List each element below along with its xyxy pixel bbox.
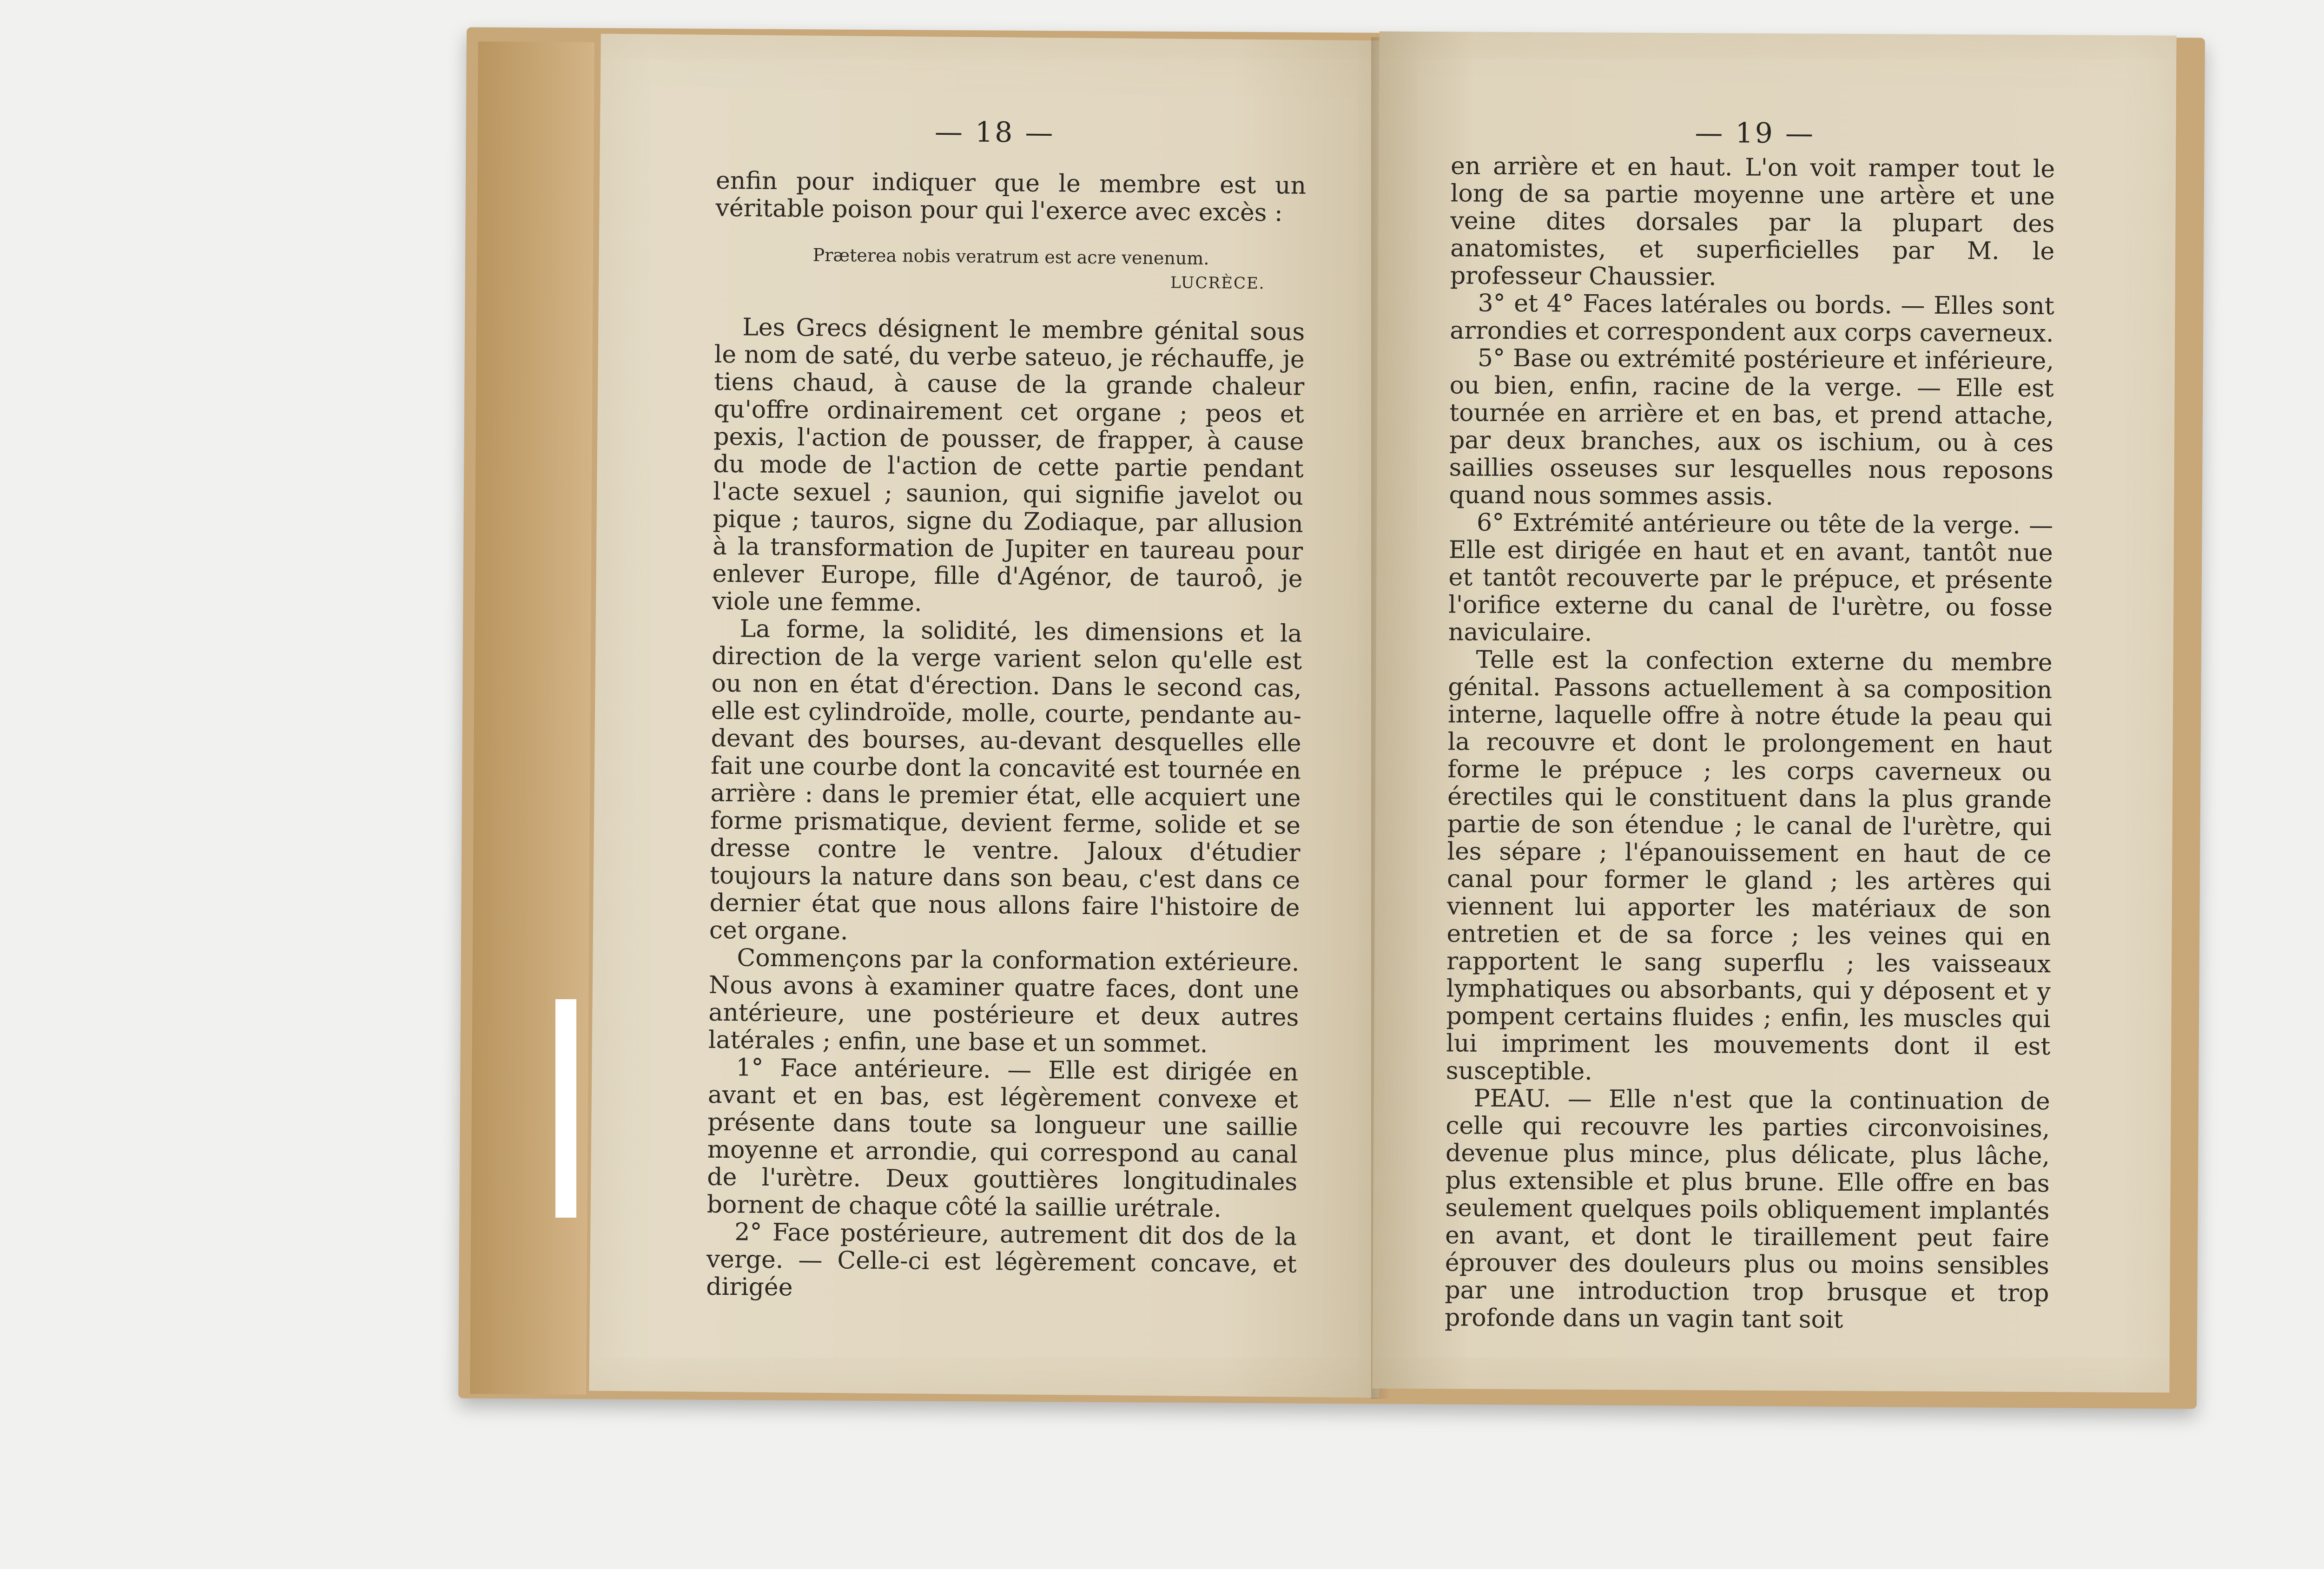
latin-quote: Præterea nobis veratrum est acre venenum.: [812, 244, 1209, 269]
right-body-text: [1445, 152, 2055, 1335]
left-paragraph: 2° Face postérieure, autrement dit dos de la verge. — Celle-ci est légèrement concave, et dirigée: [706, 1218, 1297, 1302]
page-number-left: — 18 —: [934, 115, 1055, 150]
page-number-right: — 19 —: [1695, 117, 1816, 150]
paper-strip: [555, 999, 576, 1218]
left-paragraph: Les Grecs désignent le membre génital sous le nom de saté, du verbe sateuo, je réchauffe, je tiens chaud, à cause de la grande chaleur qu'offre ordinairement cet organe ; peos et pexis, l'action de pousser, de frapper, à cause du mode de l'action de cette partie pendant l'acte sexuel ; saunion, qui signifie javelot ou pique ; tauros, signe du Zodiaque, par allusion à la transformation de Jupiter en taureau pour enlever Europe, fille d'Agénor, de tauroô, je viole une femme.: [712, 313, 1305, 617]
right-paragraph: Telle est la confection externe du membre génital. Passons actuellement à sa composition interne, laquelle offre à notre étude la peau qui la recouvre et dont le prolongement en haut forme le prépuce ; les corps caverneux ou érectiles qui le constituent dans la plus grande partie de son étendue ; le canal de l'urètre, qui les sépare ; l'épanouissement en haut de ce canal pour former le gland ; les artères qui viennent lui apporter les matériaux de son entretien et de sa force ; les veines qui en rapportent le sang superflu ; les vaisseaux lymphatiques ou absorbants, qui y déposent et y pompent certains fluides ; enfin, les muscles qui lui impriment les mouvements dont il est susceptible.: [1446, 646, 2053, 1086]
left-page: [589, 34, 1391, 1398]
left-paragraph: Commençons par la conformation extérieure. Nous avons à examiner quatre faces, dont une antérieure, une postérieure et deux autres latérales ; enfin, une base et un sommet.: [708, 944, 1300, 1059]
left-body-text: [706, 314, 1305, 1306]
quote-author: LUCRÈCE.: [1170, 273, 1265, 293]
left-paragraph: 1° Face antérieure. — Elle est dirigée en avant et en bas, est légèrement convexe et présente dans toute sa longueur une saillie moyenne et arrondie, qui correspond au canal de l'urètre. Deux gouttières longitudinales bornent de chaque côté la saillie urétrale.: [706, 1054, 1299, 1223]
right-paragraph: 3° et 4° Faces latérales ou bords. — Elles sont arrondies et correspondent aux corps caverneux.: [1450, 289, 2054, 348]
right-paragraph: 5° Base ou extrémité postérieure et inférieure, ou bien, enfin, racine de la verge. — Elle est tournée en arrière et en bas, et prend attache, par deux branches, aux os ischium, ou à ces saillies osseuses sur lesquelles nous reposons quand nous sommes assis.: [1449, 344, 2054, 511]
right-paragraph: 6° Extrémité antérieure ou tête de la verge. — Elle est dirigée en haut et en avant, tantôt nue et tantôt recouverte par le prépuce, et présente l'orifice externe du canal de l'urètre, ou fosse naviculaire.: [1448, 508, 2053, 647]
right-opening-lines: en arrière et en haut. L'on voit ramper tout le long de sa partie moyenne une artère et une veine dites dorsales par la plupart des anatomistes, et superficielles par M. le professeur Chaussier.: [1450, 152, 2055, 291]
left-opening-lines: enfin pour indiquer que le membre est un véritable poison pour qui l'exerce avec excès :: [715, 166, 1307, 227]
left-paragraph: La forme, la solidité, les dimensions et la direction de la verge varient selon qu'elle est ou non en état d'érection. Dans le second cas, elle est cylindroïde, molle, courte, pendante au-devant des bourses, au-devant desquelles elle fait une courbe dont la concavité est tournée en arrière : dans le premier état, elle acquiert une forme prismatique, devient ferme, solide et se dresse contre le ventre. Jaloux d'étudier toujours la nature dans son beau, c'est dans ce dernier état que nous allons faire l'histoire de cet organe.: [709, 615, 1302, 946]
right-page: [1372, 32, 2176, 1393]
right-paragraph: PEAU. — Elle n'est que la continuation de celle qui recouvre les parties circonvoisines, devenue plus mince, plus délicate, plus lâche, plus extensible et plus brune. Elle offre en bas seulement quelques poils obliquement implantés en avant, et dont le tiraillement peut faire éprouver des douleurs plus ou moins sensibles par une introduction trop brusque et trop profonde dans un vagin tant soit: [1445, 1084, 2050, 1334]
